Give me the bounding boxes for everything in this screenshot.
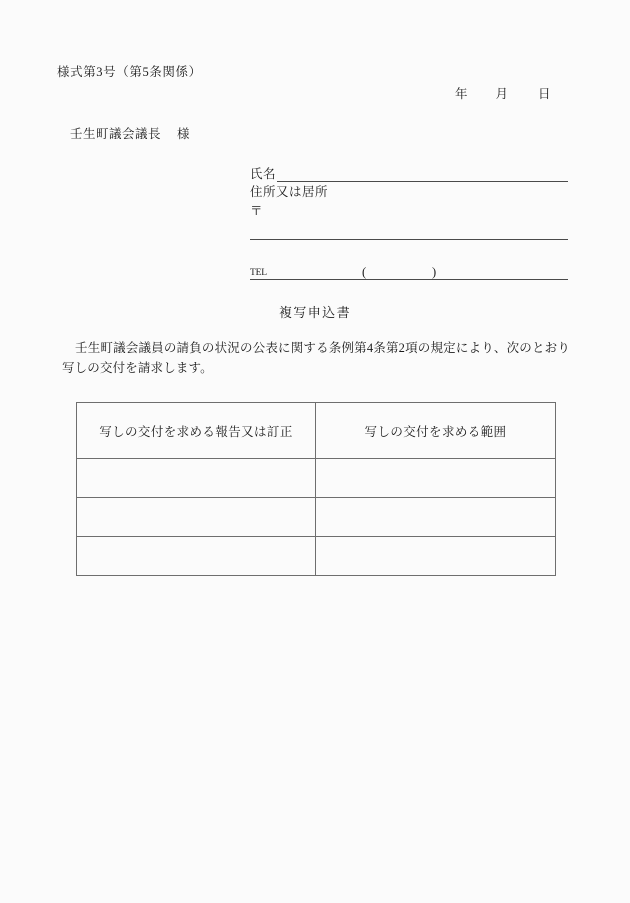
table-cell-report[interactable]	[77, 459, 316, 498]
tel-label: TEL	[250, 267, 267, 278]
date-line	[455, 84, 551, 102]
form-number: 様式第3号（第5条関係）	[57, 65, 202, 79]
month-label: 月	[495, 87, 509, 101]
table-header-cell-report: 写しの交付を求める報告又は訂正	[77, 403, 316, 459]
day-label: 日	[538, 87, 551, 101]
body-paragraph: 壬生町議会議員の請負の状況の公表に関する条例第4条第2項の規定により、次のとおり写しの交付を請求します。	[62, 341, 570, 375]
name-row	[250, 163, 568, 182]
table-row	[77, 537, 556, 576]
table-header-cell-scope: 写しの交付を求める範囲	[316, 403, 556, 459]
table-row	[77, 459, 556, 498]
addressee	[70, 124, 190, 142]
address-input-rule[interactable]	[250, 223, 568, 240]
table-cell-scope[interactable]	[316, 459, 556, 498]
table-cell-scope[interactable]	[316, 498, 556, 537]
postal-mark: 〒	[250, 204, 264, 218]
table-cell-report[interactable]	[77, 498, 316, 537]
tel-paren-open: (	[362, 264, 367, 279]
tel-row[interactable]	[250, 259, 568, 280]
applicant-block	[250, 163, 568, 280]
year-label: 年	[455, 87, 468, 101]
table-header-row	[77, 403, 556, 459]
table-row	[77, 498, 556, 537]
address-label: 住所又は居所	[250, 185, 329, 199]
name-input-rule[interactable]	[277, 167, 568, 182]
tel-paren-close: )	[432, 264, 437, 279]
name-label: 氏名	[250, 167, 277, 181]
addressee-name: 壬生町議会議長	[70, 127, 162, 141]
table-cell-report[interactable]	[77, 537, 316, 576]
table-cell-scope[interactable]	[316, 537, 556, 576]
addressee-honorific: 様	[177, 127, 191, 141]
request-table	[76, 402, 556, 576]
page-title: 複写申込書	[278, 305, 351, 320]
